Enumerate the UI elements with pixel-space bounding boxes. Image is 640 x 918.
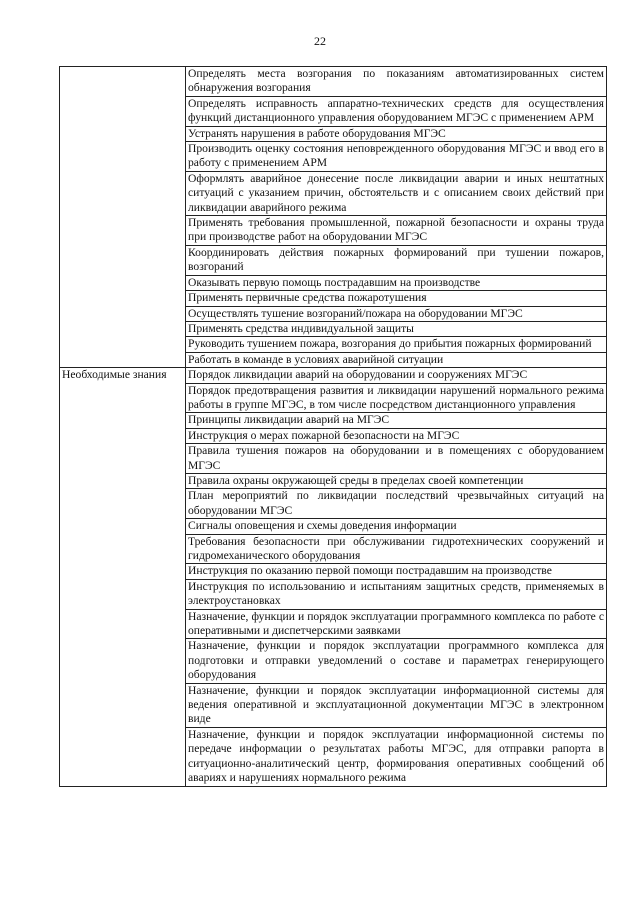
table-cell-item: Определять исправность аппаратно-технических средств для осуществления функций дистанционного управления оборудованием МГЭС с применением АРМ (186, 96, 607, 126)
table-cell-item: Определять места возгорания по показаниям автоматизированных систем обнаружения возгорания (186, 67, 607, 97)
table-cell-item: Руководить тушением пожара, возгорания до прибытия пожарных формирований (186, 337, 607, 352)
table-row (60, 368, 607, 383)
table-cell-item: Координировать действия пожарных формирований при тушении пожаров, возгораний (186, 245, 607, 275)
page-number: 22 (314, 34, 326, 48)
table-cell-item: Порядок ликвидации аварий на оборудовании и сооружениях МГЭС (186, 368, 607, 383)
table-cell-item: Инструкция по оказанию первой помощи пострадавшим на производстве (186, 564, 607, 579)
table-cell-item: Принципы ликвидации аварий на МГЭС (186, 413, 607, 428)
competency-table (59, 66, 607, 787)
table-cell-item: Назначение, функции и порядок эксплуатации программного комплекса для подготовки и отправки уведомлений о составе и параметрах генерирующего оборудования (186, 639, 607, 683)
table-cell-item: Применять первичные средства пожаротушения (186, 291, 607, 306)
table-cell-item: Инструкция по использованию и испытаниям защитных средств, применяемых в электроустановках (186, 579, 607, 609)
table-cell-item: Порядок предотвращения развития и ликвидации нарушений нормального режима работы в группе МГЭС, в том числе посредством дистанционного управления (186, 383, 607, 413)
table-cell-item: Оказывать первую помощь пострадавшим на производстве (186, 275, 607, 290)
table-cell-item: Работать в команде в условиях аварийной ситуации (186, 352, 607, 367)
table-cell-item: Правила тушения пожаров на оборудовании и в помещениях с оборудованием МГЭС (186, 444, 607, 474)
table-cell-item: Назначение, функции и порядок эксплуатации программного комплекса по работе с оперативными и диспетчерскими заявками (186, 609, 607, 639)
section-label (60, 67, 186, 368)
table-cell-item: Инструкция о мерах пожарной безопасности на МГЭС (186, 428, 607, 443)
table-cell-item: Производить оценку состояния неповрежденного оборудования МГЭС и ввод его в работу с применением АРМ (186, 142, 607, 172)
table-body (60, 67, 607, 787)
table-cell-item: Устранять нарушения в работе оборудования МГЭС (186, 126, 607, 141)
section-label: Необходимые знания (60, 368, 186, 786)
table-cell-item: План мероприятий по ликвидации последствий чрезвычайных ситуаций на оборудовании МГЭС (186, 489, 607, 519)
table-cell-item: Применять требования промышленной, пожарной безопасности и охраны труда при производстве работ на оборудовании МГЭС (186, 216, 607, 246)
table-cell-item: Назначение, функции и порядок эксплуатации информационной системы по передаче информации о результатах работы МГЭС, для отправки рапорта в ситуационно-аналитический центр, формирования оперативных сообщений об авариях и нарушениях нормального режима (186, 727, 607, 786)
table-cell-item: Применять средства индивидуальной защиты (186, 321, 607, 336)
table-cell-item: Сигналы оповещения и схемы доведения информации (186, 519, 607, 534)
table-cell-item: Требования безопасности при обслуживании гидротехнических сооружений и гидромеханического оборудования (186, 534, 607, 564)
table-cell-item: Правила охраны окружающей среды в пределах своей компетенции (186, 473, 607, 488)
table-row (60, 67, 607, 97)
table-cell-item: Оформлять аварийное донесение после ликвидации аварии и иных нештатных ситуаций с указанием причин, обстоятельств и с описанием своих действий при ликвидации аварийного режима (186, 171, 607, 215)
table-cell-item: Назначение, функции и порядок эксплуатации информационной системы для ведения оперативной и эксплуатационной документации МГЭС в электронном виде (186, 683, 607, 727)
table-cell-item: Осуществлять тушение возгораний/пожара на оборудовании МГЭС (186, 306, 607, 321)
